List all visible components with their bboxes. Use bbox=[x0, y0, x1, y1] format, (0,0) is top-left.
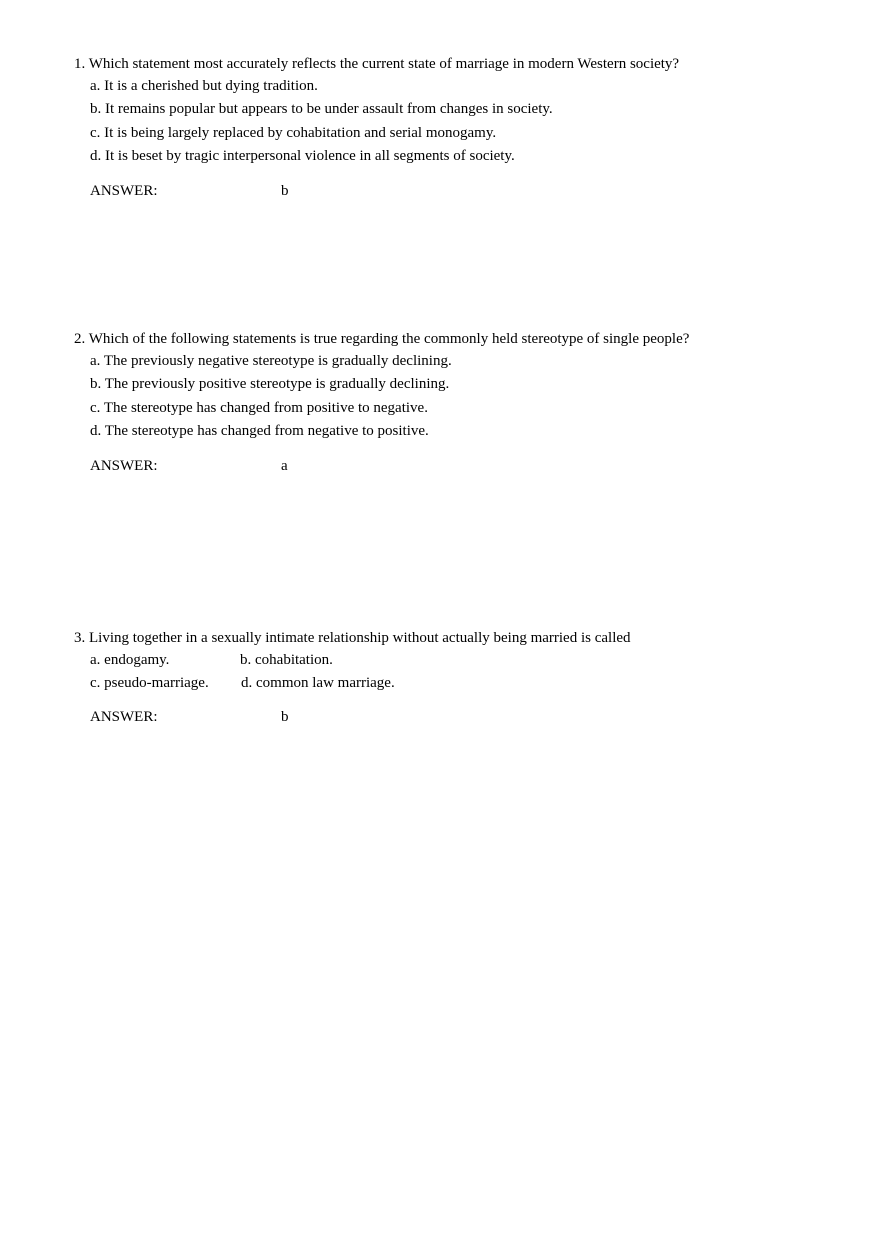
option-b: b. The previously positive stereotype is gradually declining. bbox=[90, 376, 450, 392]
option-c: c. pseudo-marriage. bbox=[90, 675, 209, 691]
question-stem bbox=[74, 57, 679, 72]
question-text: Which of the following statements is true regarding the commonly held stereotype of single people? bbox=[88, 331, 690, 347]
answer-value: b bbox=[281, 709, 289, 725]
option-b: b. cohabitation. bbox=[240, 652, 333, 668]
question-stem bbox=[74, 631, 631, 646]
option-b: b. It remains popular but appears to be under assault from changes in society. bbox=[90, 101, 553, 117]
question-stem bbox=[74, 332, 689, 347]
question-number: 2. bbox=[74, 331, 86, 347]
question-number: 3. bbox=[74, 630, 86, 646]
answer-label: ANSWER: bbox=[90, 458, 158, 474]
option-a: a. It is a cherished but dying tradition. bbox=[90, 78, 318, 94]
question-text: Which statement most accurately reflects the current state of marriage in modern Western society? bbox=[88, 56, 680, 72]
option-a: a. The previously negative stereotype is gradually declining. bbox=[90, 353, 452, 369]
option-a: a. endogamy. bbox=[90, 652, 170, 668]
option-d: d. common law marriage. bbox=[241, 675, 395, 691]
answer-value: b bbox=[281, 183, 289, 199]
option-c: c. The stereotype has changed from positive to negative. bbox=[90, 400, 428, 416]
option-d: d. The stereotype has changed from negative to positive. bbox=[90, 423, 429, 439]
answer-label: ANSWER: bbox=[90, 709, 158, 725]
answer-label: ANSWER: bbox=[90, 183, 158, 199]
question-text: Living together in a sexually intimate relationship without actually being married is called bbox=[89, 630, 631, 646]
answer-value: a bbox=[281, 458, 288, 474]
question-number: 1. bbox=[74, 56, 86, 72]
option-d: d. It is beset by tragic interpersonal violence in all segments of society. bbox=[90, 148, 515, 164]
option-c: c. It is being largely replaced by cohabitation and serial monogamy. bbox=[90, 125, 497, 141]
